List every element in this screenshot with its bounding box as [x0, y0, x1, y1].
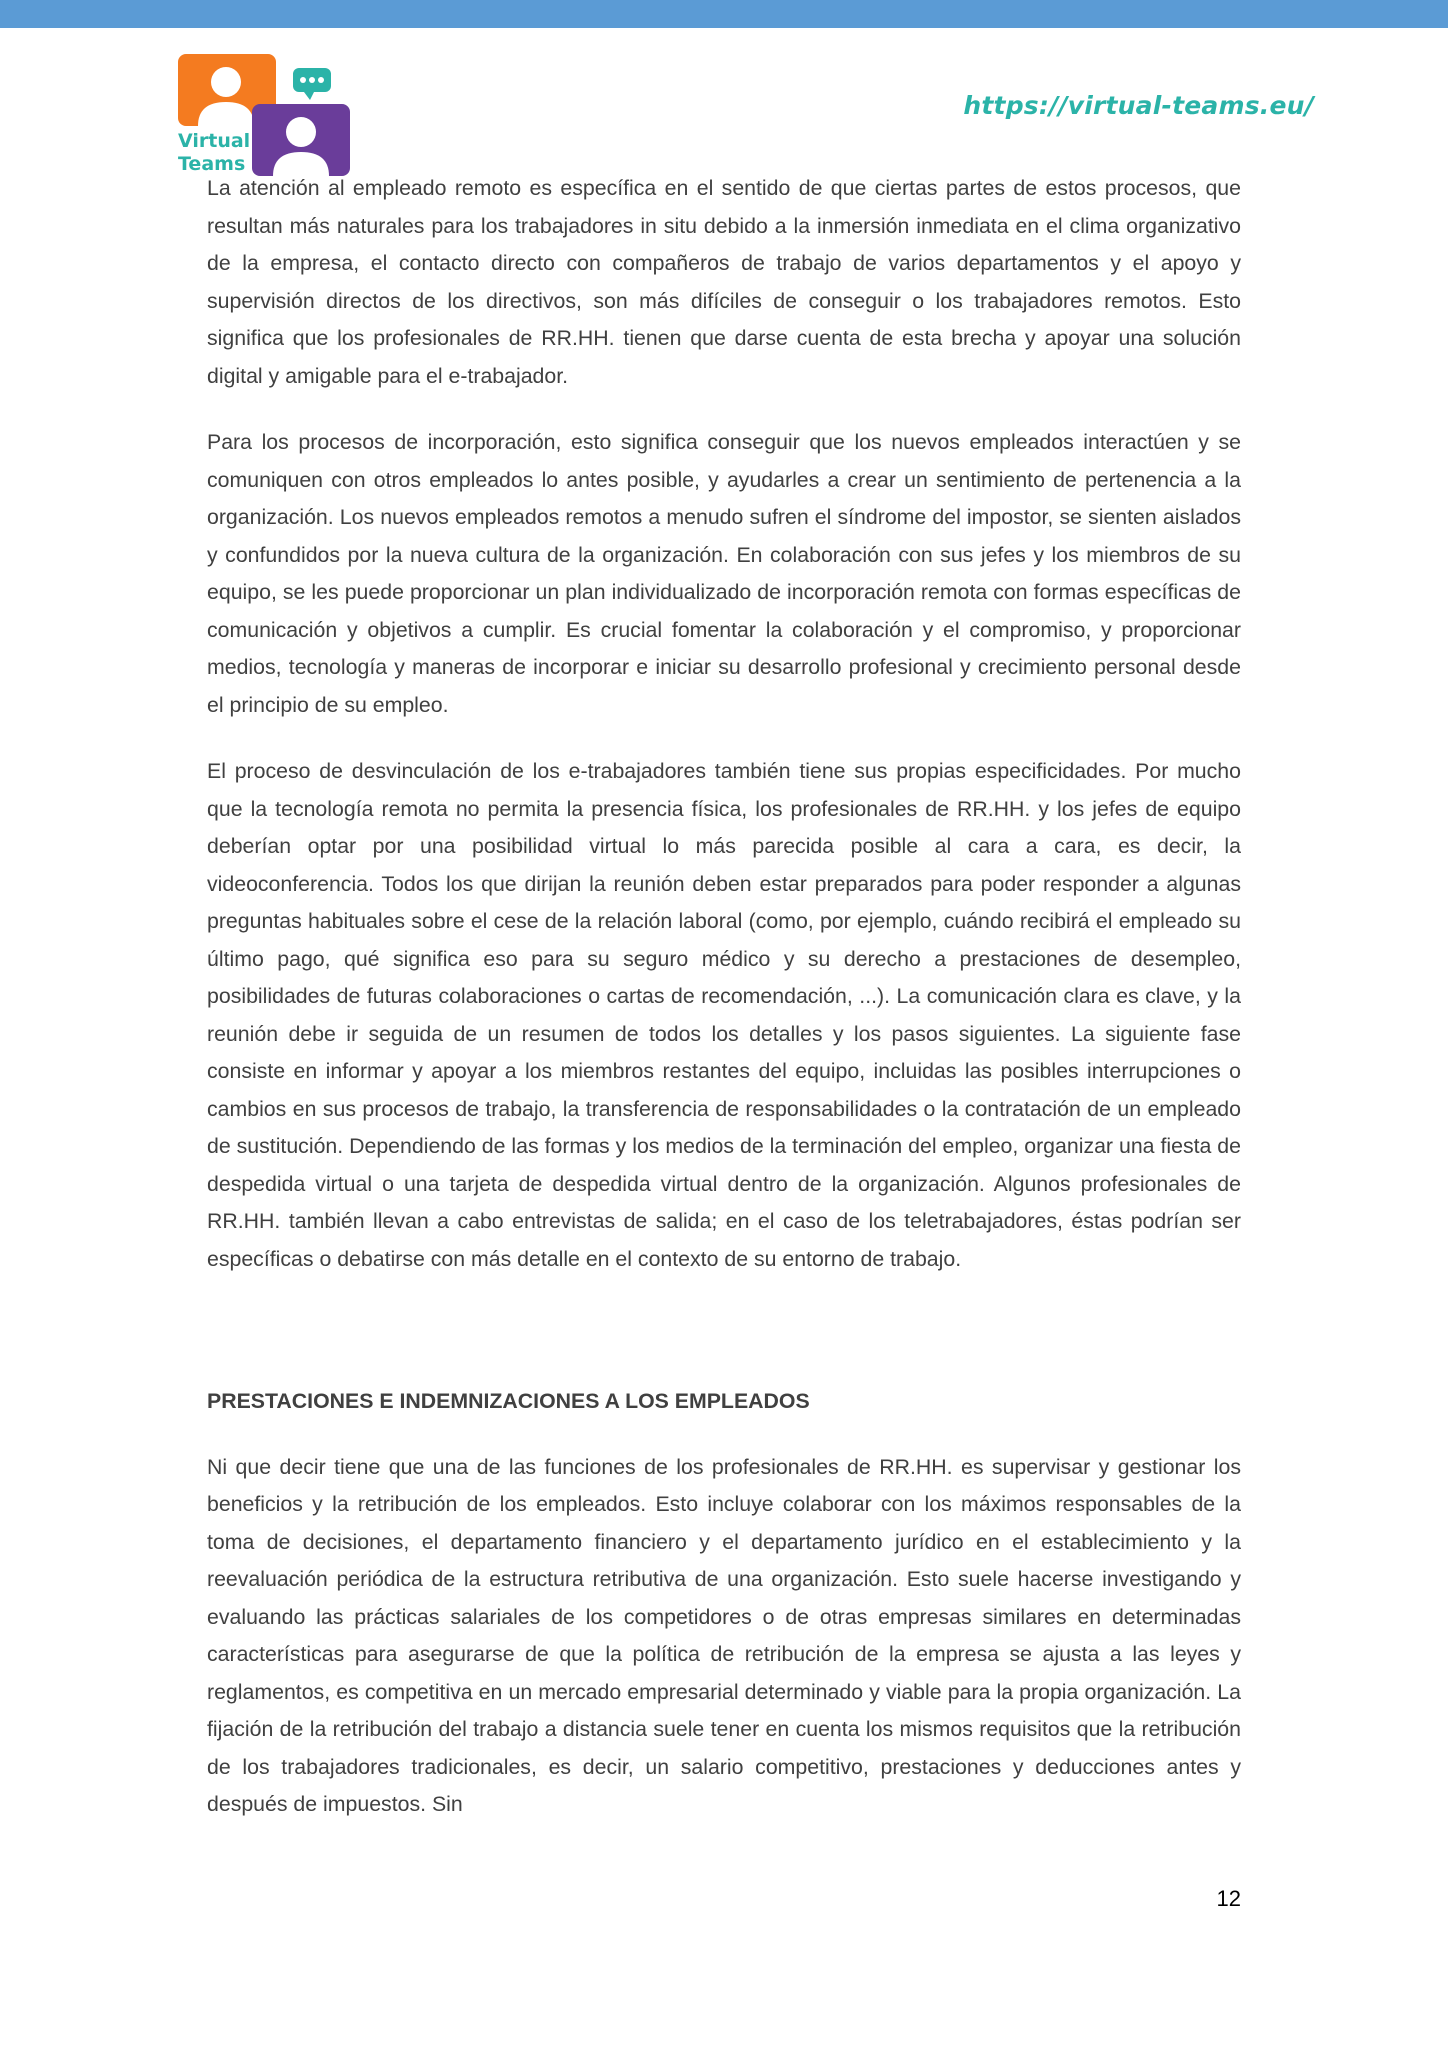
document-body — [207, 170, 1241, 1853]
section-spacer — [207, 1307, 1241, 1383]
page-number: 12 — [1216, 1886, 1241, 1911]
paragraph-remote-attention: La atención al empleado remoto es específica en el sentido de que ciertas partes de estos procesos, que resultan más naturales para los trabajadores in situ debido a la inmersión inmediata en el clima organizativo de la empresa, el contacto directo con compañeros de trabajo de varios departamentos y el apoyo y supervisión directos de los directivos, son más difíciles de conseguir o los trabajadores remotos. Esto significa que los profesionales de RR.HH. tienen que darse cuenta de esta brecha y apoyar una solución digital y amigable para el e-trabajador. — [207, 176, 1241, 388]
paragraph-onboarding: Para los procesos de incorporación, esto significa conseguir que los nuevos empleados interactúen y se comuniquen con otros empleados lo antes posible, y ayudarles a crear un sentimiento de pertenencia a la organización. Los nuevos empleados remotos a menudo sufren el síndrome del impostor, se sienten aislados y confundidos por la nueva cultura de la organización. En colaboración con sus jefes y los miembros de su equipo, se les puede proporcionar un plan individualizado de incorporación remota con formas específicas de comunicación y objetivos a cumplir. Es crucial fomentar la colaboración y el compromiso, y proporcionar medios, tecnología y maneras de incorporar e iniciar su desarrollo profesional y crecimiento personal desde el principio de su empleo. — [207, 430, 1241, 717]
top-color-bar — [0, 0, 1448, 28]
logo-text-teams: Teams — [178, 153, 246, 175]
logo-text-virtual: Virtual — [178, 130, 251, 152]
heading-spacer — [207, 1421, 1241, 1449]
paragraph-benefits: Ni que decir tiene que una de las funciones de los profesionales de RR.HH. es supervisar y gestionar los beneficios y la retribución de los empleados. Esto incluye colaborar con los máximos responsables de la toma de decisiones, el departamento financiero y el departamento jurídico en el establecimiento y la reevaluación periódica de la estructura retributiva de una organización. Esto suele hacerse investigando y evaluando las prácticas salariales de los competidores o de otras empresas similares en determinadas características para asegurarse de que la política de retribución de la empresa se ajusta a las leyes y reglamentos, es competitiva en un mercado empresarial determinado y viable para la propia organización. La fijación de la retribución del trabajo a distancia suele tener en cuenta los mismos requisitos que la retribución de los trabajadores tradicionales, es decir, un salario competitivo, prestaciones y deducciones antes y después de impuestos. Sin — [207, 1454, 1241, 1816]
paragraph-offboarding: El proceso de desvinculación de los e-trabajadores también tiene sus propias especificidades. Por mucho que la tecnología remota no permita la presencia física, los profesionales de RR.HH. y los jefes de equipo deberían optar por una posibilidad virtual lo más parecida posible al cara a cara, es decir, la videoconferencia. Todos los que dirijan la reunión deben estar preparados para poder responder a algunas preguntas habituales sobre el cese de la relación laboral (como, por ejemplo, cuándo recibirá el empleado su último pago, qué significa eso para su seguro médico y su derecho a prestaciones de desempleo, posibilidades de futuras colaboraciones o cartas de recomendación, ...). La comunicación clara es clave, y la reunión debe ir seguida de un resumen de todos los detalles y los pasos siguientes. La siguiente fase consiste en informar y apoyar a los miembros restantes del equipo, incluidas las posibles interrupciones o cambios en sus procesos de trabajo, la transferencia de responsabilidades o la contratación de un empleado de sustitución. Dependiendo de las formas y los medios de la terminación del empleo, organizar una fiesta de despedida virtual o una tarjeta de despedida virtual dentro de la organización. Algunos profesionales de RR.HH. también llevan a cabo entrevistas de salida; en el caso de los teletrabajadores, éstas podrían ser específicas o debatirse con más detalle en el contexto de su entorno de trabajo. — [207, 759, 1241, 1271]
site-url-link[interactable]: https://virtual-teams.eu/ — [963, 91, 1314, 120]
section-heading: PRESTACIONES E INDEMNIZACIONES A LOS EMPLEADOS — [207, 1389, 810, 1413]
